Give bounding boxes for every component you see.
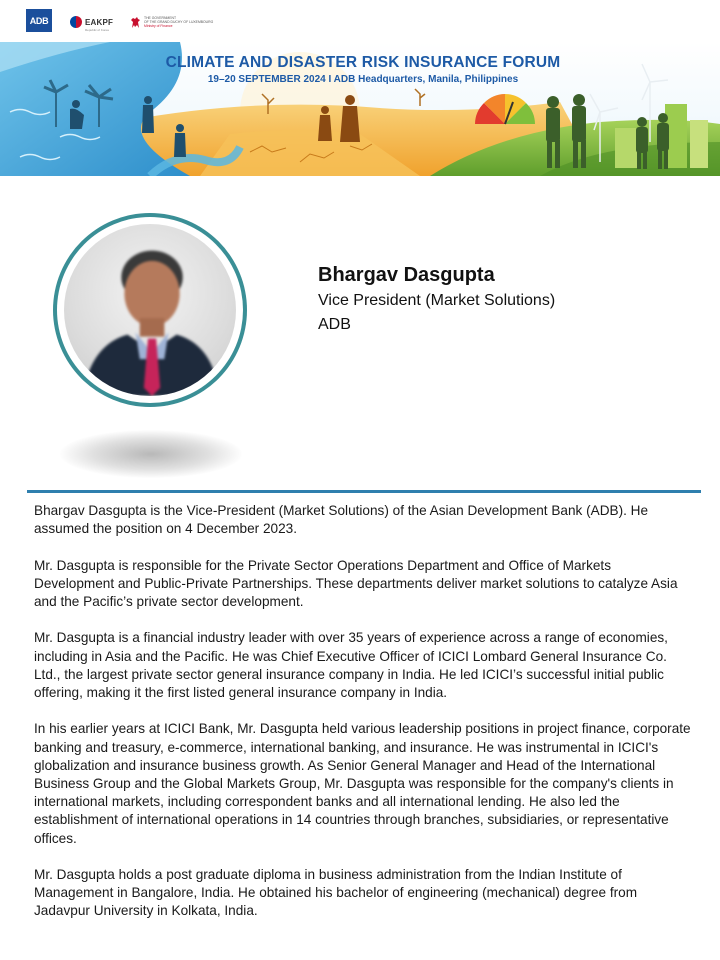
bio-paragraph: Mr. Dasgupta is responsible for the Private Sector Operations Department and Office of Markets Development and Public-Private Partnerships. These departments deliver market solutions to catalyze Asia and the Pacific’s private sector development. [34,557,678,609]
profile-photo [64,224,236,396]
speaker-biography [34,502,694,921]
lux-line-3: Ministry of Finance [144,24,173,29]
section-divider [27,490,701,493]
photo-shadow [60,430,242,478]
lux-line-1: THE GOVERNMENT [144,15,177,20]
luxembourg-logo-text [144,16,224,29]
logo-bar [0,0,720,42]
banner-subtitle: 19–20 SEPTEMBER 2024 I ADB Headquarters, Manila, Philippines [207,74,519,85]
profile-photo-frame [53,213,247,407]
forum-banner [0,42,720,176]
korea-emblem-icon [70,16,82,28]
bio-paragraph: Bhargav Dasgupta is the Vice-President (Market Solutions) of the Asian Development Bank (ADB). He assumed the position on 4 December 2023. [34,503,649,537]
luxembourg-logo [130,13,224,31]
eakpf-logo-subtext: Republic of Korea [85,28,109,32]
portrait-icon [64,224,236,396]
speaker-role: Vice President (Market Solutions) [318,292,556,309]
eakpf-logo-text: EAKPF [85,17,114,27]
adb-logo: ADB [26,9,52,32]
speaker-name: Bhargav Dasgupta [318,264,495,286]
banner-title: CLIMATE AND DISASTER RISK INSURANCE FORUM [165,54,561,71]
bio-paragraph: In his earlier years at ICICI Bank, Mr. Dasgupta held various leadership positions in project finance, corporate banking and treasury, e-commerce, international banking, and insurance. He was instrumental in ICICI's globalization and insurance business growth. As Senior General Manager and Head of the International Business Group and the Global Markets Group, Mr. Dasgupta was responsible for the company's clients in international markets, including correspondent banks and all international lending. He also led the establishment of international operations in 14 countries through branches, subsidiaries, or representative offices. [34,721,691,846]
bio-paragraph: Mr. Dasgupta is a financial industry leader with over 35 years of experience across a range of economies, including in Asia and the Pacific. He was Chief Executive Officer of ICICI Lombard General Insurance Co. Ltd., the largest private sector general insurance company in India. He led ICICI’s successful initial public offering, making it the first listed general insurance company in India. [34,630,668,700]
lux-line-2: OF THE GRAND DUCHY OF LUXEMBOURG [144,19,214,24]
speaker-organization: ADB [318,316,351,333]
lion-icon [130,16,141,29]
bio-paragraph: Mr. Dasgupta holds a post graduate diploma in business administration from the Indian Institute of Management in Bangalore, India. He obtained his bachelor of engineering (mechanical) degree from Jadavpur University in Kolkata, India. [34,867,638,919]
